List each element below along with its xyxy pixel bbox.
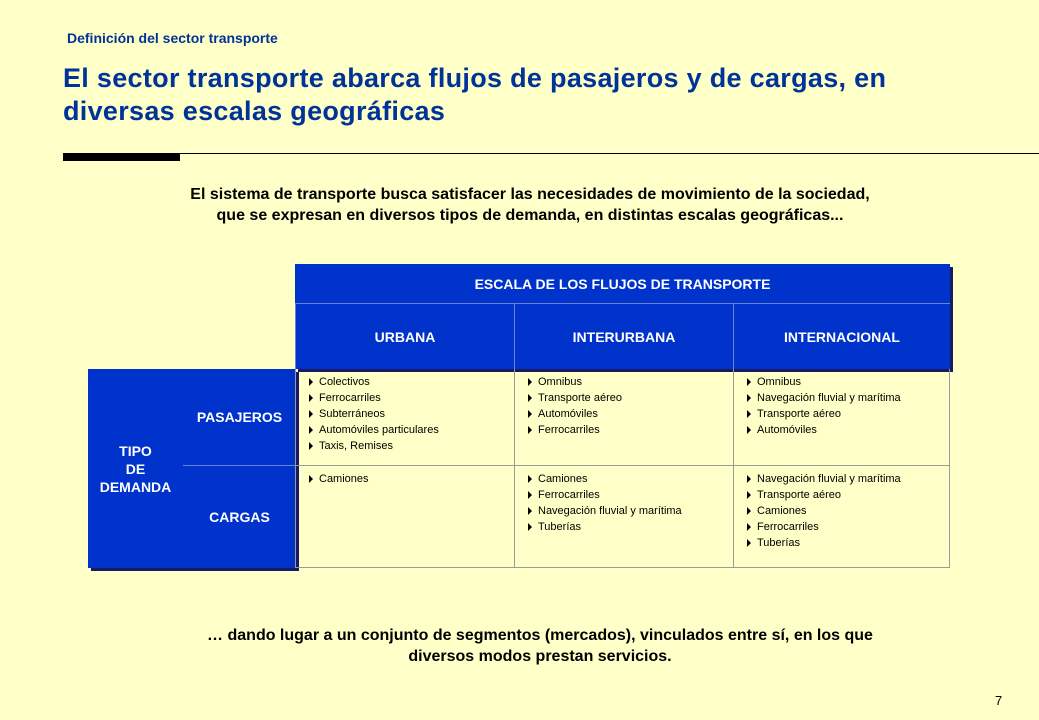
cell-list-item: Tuberías [528, 519, 733, 535]
column-header-interurbana: INTERURBANA [514, 304, 733, 369]
cell-list-item: Transporte aéreo [747, 406, 950, 422]
cell-list-item: Ferrocarriles [528, 422, 733, 438]
row-header-pasajeros: PASAJEROS [183, 369, 296, 465]
page-number: 7 [995, 693, 1003, 708]
cell-list-item: Transporte aéreo [528, 390, 733, 406]
outro-line-1: … dando lugar a un conjunto de segmentos (mercados), vinculados entre sí, en los que [207, 627, 873, 644]
intro-text [60, 184, 1000, 226]
cell-list-item: Omnibus [528, 374, 733, 390]
page-title: El sector transporte abarca flujos de pasajeros y de cargas, en diversas escalas geográficas [63, 63, 887, 126]
column-header-internacional: INTERNACIONAL [733, 304, 950, 369]
section-label: Definición del sector transporte [67, 30, 278, 46]
intro-line-1: El sistema de transporte busca satisfacer las necesidades de movimiento de la sociedad, [190, 186, 870, 203]
cell-cargas-internacional [733, 465, 950, 568]
demand-label-line: TIPO [119, 442, 152, 459]
scale-header: ESCALA DE LOS FLUJOS DE TRANSPORTE [295, 264, 950, 304]
cell-list-item: Omnibus [747, 374, 950, 390]
cell-list-item: Ferrocarriles [309, 390, 514, 406]
cell-list-item: Automóviles [747, 422, 950, 438]
title-rule [180, 153, 1039, 154]
outro-text [80, 625, 1000, 667]
cell-list-item: Automóviles particulares [309, 422, 514, 438]
cell-cargas-interurbana [514, 465, 733, 568]
cell-list-item: Navegación fluvial y marítima [747, 390, 950, 406]
cell-cargas-urbana [295, 465, 514, 568]
cell-list-item: Taxis, Remises [309, 438, 514, 454]
cell-list-item: Navegación fluvial y marítima [747, 471, 950, 487]
cell-list-item: Ferrocarriles [528, 487, 733, 503]
demand-label-line: DE [125, 460, 146, 477]
cell-list-item: Colectivos [309, 374, 514, 390]
cell-list-item: Camiones [747, 503, 950, 519]
title-rule-accent [63, 153, 180, 161]
cell-list-item: Camiones [528, 471, 733, 487]
cell-pasajeros-internacional [733, 369, 950, 465]
cell-list-item: Tuberías [747, 535, 950, 551]
demand-label-line: DEMANDA [99, 478, 172, 495]
cell-list-item: Transporte aéreo [747, 487, 950, 503]
cell-pasajeros-urbana [295, 369, 514, 465]
outro-line-2: diversos modos prestan servicios. [408, 648, 672, 665]
cell-list-item: Ferrocarriles [747, 519, 950, 535]
intro-line-2: que se expresan en diversos tipos de demanda, en distintas escalas geográficas... [216, 207, 844, 224]
cell-list-item: Subterráneos [309, 406, 514, 422]
cell-pasajeros-interurbana [514, 369, 733, 465]
demand-type-label [88, 369, 184, 568]
cell-list-item: Camiones [309, 471, 514, 487]
cell-list-item: Automóviles [528, 406, 733, 422]
cell-list-item: Navegación fluvial y marítima [528, 503, 733, 519]
row-header-cargas: CARGAS [183, 465, 296, 568]
column-header-urbana: URBANA [295, 304, 514, 369]
